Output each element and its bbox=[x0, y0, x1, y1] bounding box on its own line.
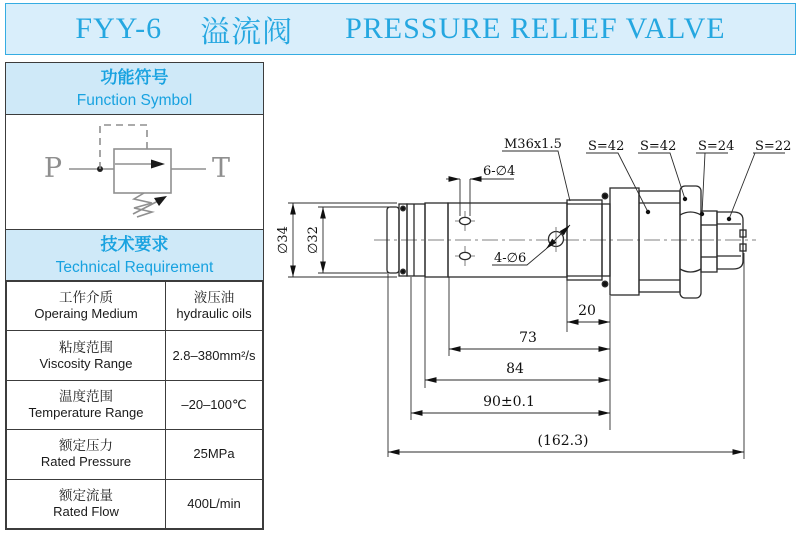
title-model: FYY-6 bbox=[75, 12, 163, 45]
dim-20: 20 bbox=[578, 303, 596, 319]
spec-label-en: Rated Flow bbox=[53, 503, 119, 519]
valve-body-outline bbox=[387, 186, 746, 298]
dia32-label: ∅32 bbox=[306, 226, 321, 254]
hex-label-s42a: S=42 bbox=[588, 139, 625, 154]
title-chinese: 溢流阀 bbox=[200, 16, 294, 49]
function-symbol-heading-en: Function Symbol bbox=[76, 92, 193, 109]
hole-label-top: 6-∅4 bbox=[483, 164, 516, 179]
spec-label-cn: 温度范围 bbox=[59, 388, 113, 404]
spec-value-cell: 400L/min bbox=[166, 479, 263, 528]
spec-label-en: Operaing Medium bbox=[34, 306, 138, 322]
dim-162: (162.3) bbox=[537, 433, 589, 449]
technical-requirement-heading-cn: 技术要求 bbox=[100, 235, 169, 254]
length-dimensions bbox=[388, 253, 744, 459]
spec-label-en: Rated Pressure bbox=[40, 454, 132, 470]
technical-requirement-heading-en: Technical Requirement bbox=[55, 259, 214, 276]
spec-value-cell: 25MPa bbox=[166, 430, 263, 479]
spec-value-cell: 2.8–380mm²/s bbox=[166, 331, 263, 380]
spec-label-en: Temperature Range bbox=[28, 404, 144, 420]
title-english: PRESSURE RELIEF VALVE bbox=[345, 12, 726, 45]
spec-label-cn: 粘度范围 bbox=[59, 339, 113, 355]
spec-label-cn: 额定压力 bbox=[59, 438, 113, 454]
spec-label-cn: 工作介质 bbox=[59, 290, 113, 306]
spec-value-cell: –20–100℃ bbox=[166, 380, 263, 429]
spec-value-cn: 液压油 bbox=[193, 290, 235, 306]
dim-73: 73 bbox=[519, 330, 537, 346]
dim-90: 90±0.1 bbox=[483, 394, 535, 410]
dim-holes-6d4 bbox=[446, 164, 515, 216]
hex-label-s22: S=22 bbox=[755, 139, 792, 154]
thread-label: M36x1.5 bbox=[504, 137, 562, 152]
hole-callout-4d6 bbox=[492, 225, 570, 266]
port-t-label: T bbox=[211, 153, 231, 184]
spec-label-en: Viscosity Range bbox=[39, 355, 133, 371]
spec-label-cn: 额定流量 bbox=[59, 487, 113, 503]
radial-holes bbox=[455, 211, 475, 266]
spec-value-en: hydraulic oils bbox=[176, 306, 252, 322]
hex-label-s24: S=24 bbox=[698, 139, 735, 154]
dim-84: 84 bbox=[506, 361, 524, 377]
dia34-label: ∅34 bbox=[276, 226, 291, 254]
function-symbol-heading-cn: 功能符号 bbox=[100, 68, 169, 87]
hex-callouts bbox=[586, 139, 791, 221]
hole-label-bottom: 4-∅6 bbox=[494, 251, 527, 266]
port-p-label: P bbox=[43, 153, 63, 184]
hex-label-s42b: S=42 bbox=[640, 139, 677, 154]
